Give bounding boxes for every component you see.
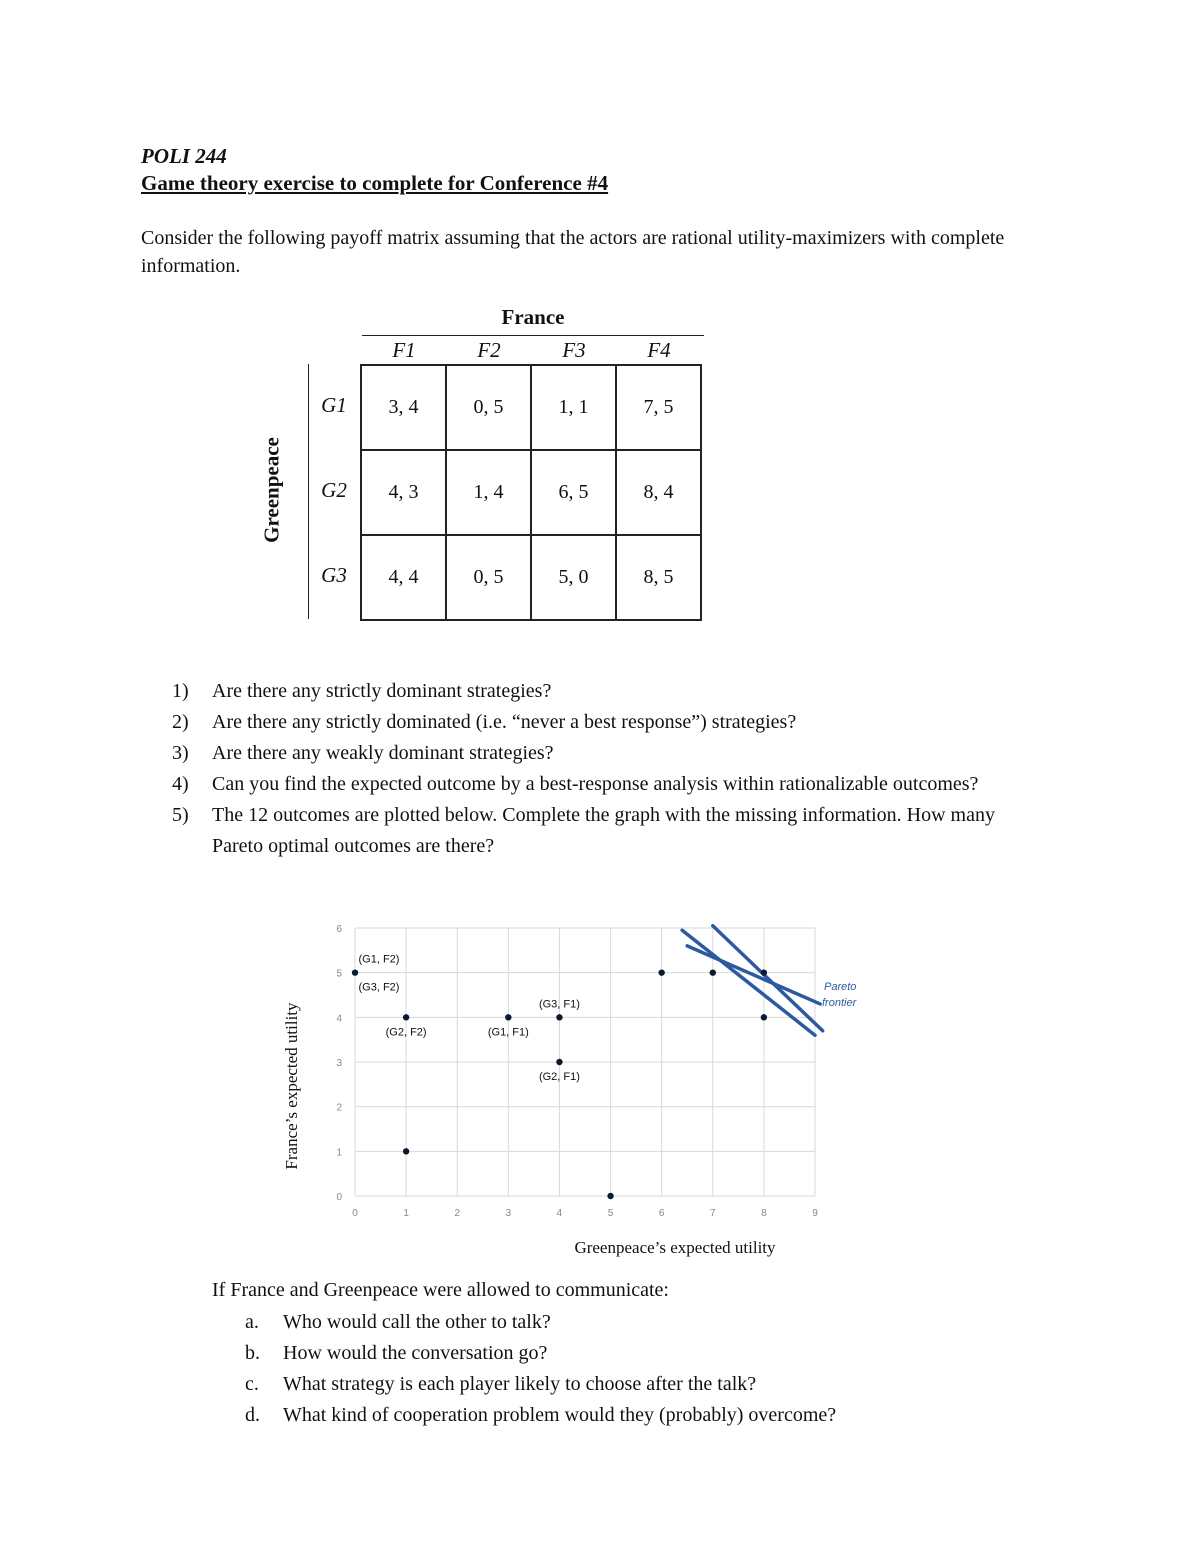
pareto-scatter-chart [270,890,890,1265]
y-tick-label: 4 [336,1013,342,1025]
data-point [658,969,664,975]
data-point [403,1014,409,1020]
payoff-cell: 1, 1 [531,365,616,450]
payoff-cell: 1, 4 [446,450,531,535]
x-tick-label: 9 [812,1208,818,1219]
communication-item [212,1400,836,1431]
pareto-frontier-line [682,930,815,1035]
column-label: F1 [392,338,416,362]
x-tick-label: 6 [658,1208,665,1219]
x-tick-label: 7 [709,1208,716,1219]
point-label: (G2, F2) [385,1026,427,1039]
item-text: Who would call the other to talk? [283,1311,551,1333]
item-text: How would the conversation go? [283,1342,548,1364]
x-axis-title: Greenpeace’s expected utility [574,1238,776,1257]
payoff-cell: 5, 0 [531,535,616,620]
point-label: (G1, F2) [358,953,400,966]
row-player-rule [308,364,309,619]
item-text: What kind of cooperation problem would they (probably) overcome? [283,1404,837,1426]
question-text: Can you find the expected outcome by a best-response analysis within rationalizable outcomes? [212,773,979,795]
y-tick-label: 1 [336,1147,342,1159]
question-text: Are there any strictly dominant strategies? [212,680,552,702]
data-point [505,1014,511,1020]
matrix-row [361,535,701,620]
communication-list [212,1307,836,1431]
question-text: Are there any weakly dominant strategies? [212,742,554,764]
item-text: What strategy is each player likely to choose after the talk? [283,1373,757,1395]
payoff-cell: 8, 5 [616,535,701,620]
y-tick-label: 6 [336,924,342,935]
intro-paragraph: Consider the following payoff matrix assuming that the actors are rational utility-maximizers with complete information. [141,227,1005,277]
data-point [710,969,716,975]
x-tick-label: 2 [454,1208,461,1219]
column-label: F4 [647,338,671,362]
question-item [141,800,1041,862]
question-list [141,676,1041,862]
row-label: G2 [321,478,347,502]
question-text: Are there any strictly dominated (i.e. “never a best response”) strategies? [212,711,797,733]
question-number: 2) [172,711,189,733]
column-player-rule [362,335,704,336]
payoff-cell: 0, 5 [446,365,531,450]
payoff-matrix [360,364,702,621]
data-point [556,1014,562,1020]
communication-item [212,1338,836,1369]
matrix-row [361,450,701,535]
question-number: 3) [172,742,189,764]
x-tick-label: 0 [352,1208,358,1219]
data-point [403,1148,409,1154]
row-player-label: Greenpeace [259,437,284,543]
y-tick-label: 2 [336,1102,342,1114]
data-point [352,969,358,975]
pareto-frontier-line [713,926,823,1031]
column-player-label: France [501,305,565,329]
item-letter: c. [245,1373,259,1395]
communication-intro: If France and Greenpeace were allowed to communicate: [212,1279,669,1301]
payoff-cell: 0, 5 [446,535,531,620]
matrix-row [361,365,701,450]
item-letter: d. [245,1404,260,1426]
question-item [141,738,1041,769]
y-tick-label: 0 [336,1192,342,1203]
item-letter: a. [245,1311,259,1333]
payoff-cell: 7, 5 [616,365,701,450]
exercise-title: Game theory exercise to complete for Conference #4 [141,171,609,195]
communication-item [212,1369,836,1400]
point-label: (G3, F1) [538,998,580,1011]
x-tick-label: 5 [607,1208,614,1219]
row-label: G3 [321,563,347,587]
payoff-cell: 4, 3 [361,450,446,535]
y-tick-label: 5 [336,968,342,980]
payoff-cell: 6, 5 [531,450,616,535]
row-label: G1 [321,393,347,417]
payoff-cell: 3, 4 [361,365,446,450]
data-point [556,1059,562,1065]
y-tick-label: 3 [336,1058,342,1069]
x-tick-label: 1 [403,1208,409,1219]
question-text: The 12 outcomes are plotted below. Complete the graph with the missing information. How many Pareto optimal outcomes are there? [212,804,995,857]
payoff-cell: 4, 4 [361,535,446,620]
pareto-annotation: frontier [822,997,857,1009]
data-point [761,1014,767,1020]
item-letter: b. [245,1342,260,1364]
course-code: POLI 244 [141,144,227,168]
x-tick-label: 8 [761,1208,767,1219]
column-label: F3 [562,338,586,362]
data-point [761,969,767,975]
data-point [607,1193,613,1199]
communication-item [212,1307,836,1338]
point-label: (G2, F1) [538,1071,580,1083]
x-tick-label: 3 [505,1208,512,1219]
question-item [141,707,1041,738]
point-label: (G3, F2) [358,981,400,994]
question-item [141,769,1041,800]
payoff-cell: 8, 4 [616,450,701,535]
pareto-annotation: Pareto [824,981,857,993]
pareto-frontier-line [687,946,820,1004]
question-number: 4) [172,773,189,795]
question-number: 1) [172,680,189,702]
question-item [141,676,1041,707]
x-tick-label: 4 [556,1208,563,1219]
column-label: F2 [477,338,501,362]
point-label: (G1, F1) [487,1026,529,1039]
y-axis-title: France’s expected utility [282,1002,301,1170]
question-number: 5) [172,804,189,826]
